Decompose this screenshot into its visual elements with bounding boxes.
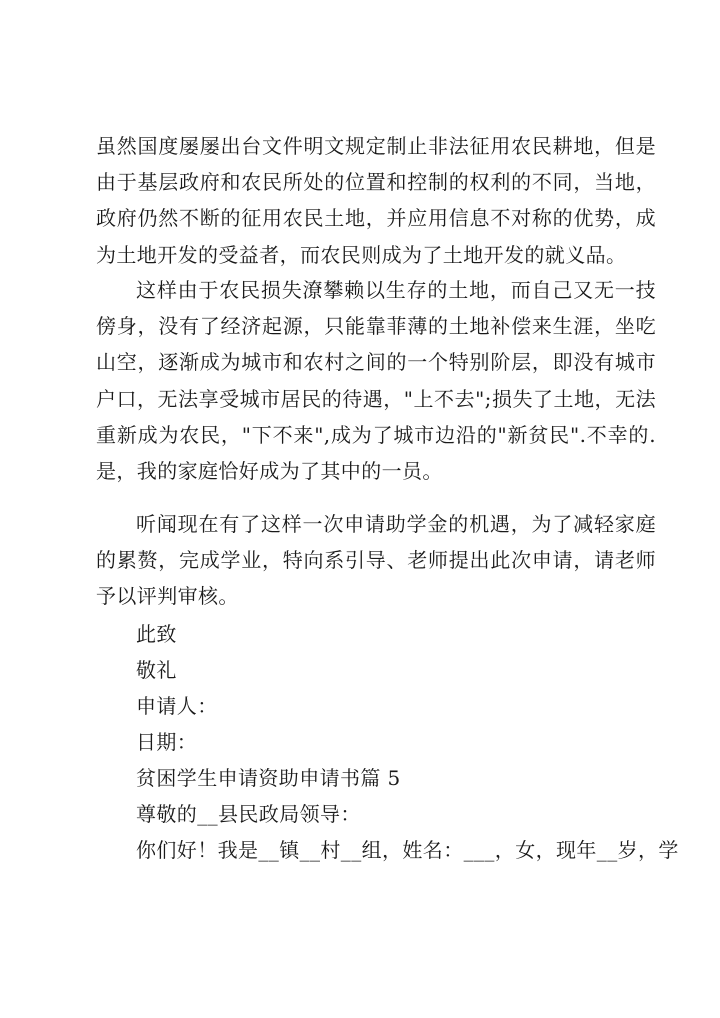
applicant-line: 申请人： (136, 694, 218, 718)
date-line: 日期： (136, 730, 198, 754)
regards-line: 敬礼 (136, 658, 177, 682)
paragraph-1: 虽然国度屡屡出台文件明文规定制止非法征用农民耕地，但是由于基层政府和农民所处的位置和控制的权利的不同，当地，政府仍然不断的征用农民土地，并应用信息不对称的优势，成为土地开发的受益者，而农民则成为了土地开发的就义品。 (96, 134, 656, 267)
salutation-line: 此致 (136, 622, 177, 646)
greeting-line: 你们好！我是__镇__村__组，姓名：___，女，现年__岁，学 (136, 838, 679, 862)
addressee-line: 尊敬的__县民政局领导： (136, 802, 361, 826)
paragraph-2: 这样由于农民损失潦攀赖以生存的土地，而自己又无一技傍身，没有了经济起源，只能靠菲薄的土地补偿来生涯，坐吃山空，逐渐成为城市和农村之间的一个特别阶层，即没有城市户口，无法享受城市居民的待遇，"上不去";损失了土地，无法重新成为农民，"下不来",成为了城市边沿的"新贫民".不幸的.是，我的家庭恰好成为了其中的一员。 (96, 278, 656, 484)
section-title: 贫困学生申请资助申请书篇 5 (136, 766, 401, 790)
paragraph-3: 听闻现在有了这样一次申请助学金的机遇，为了减轻家庭的累赘，完成学业，特向系引导、老师提出此次申请，请老师予以评判审核。 (96, 512, 656, 609)
